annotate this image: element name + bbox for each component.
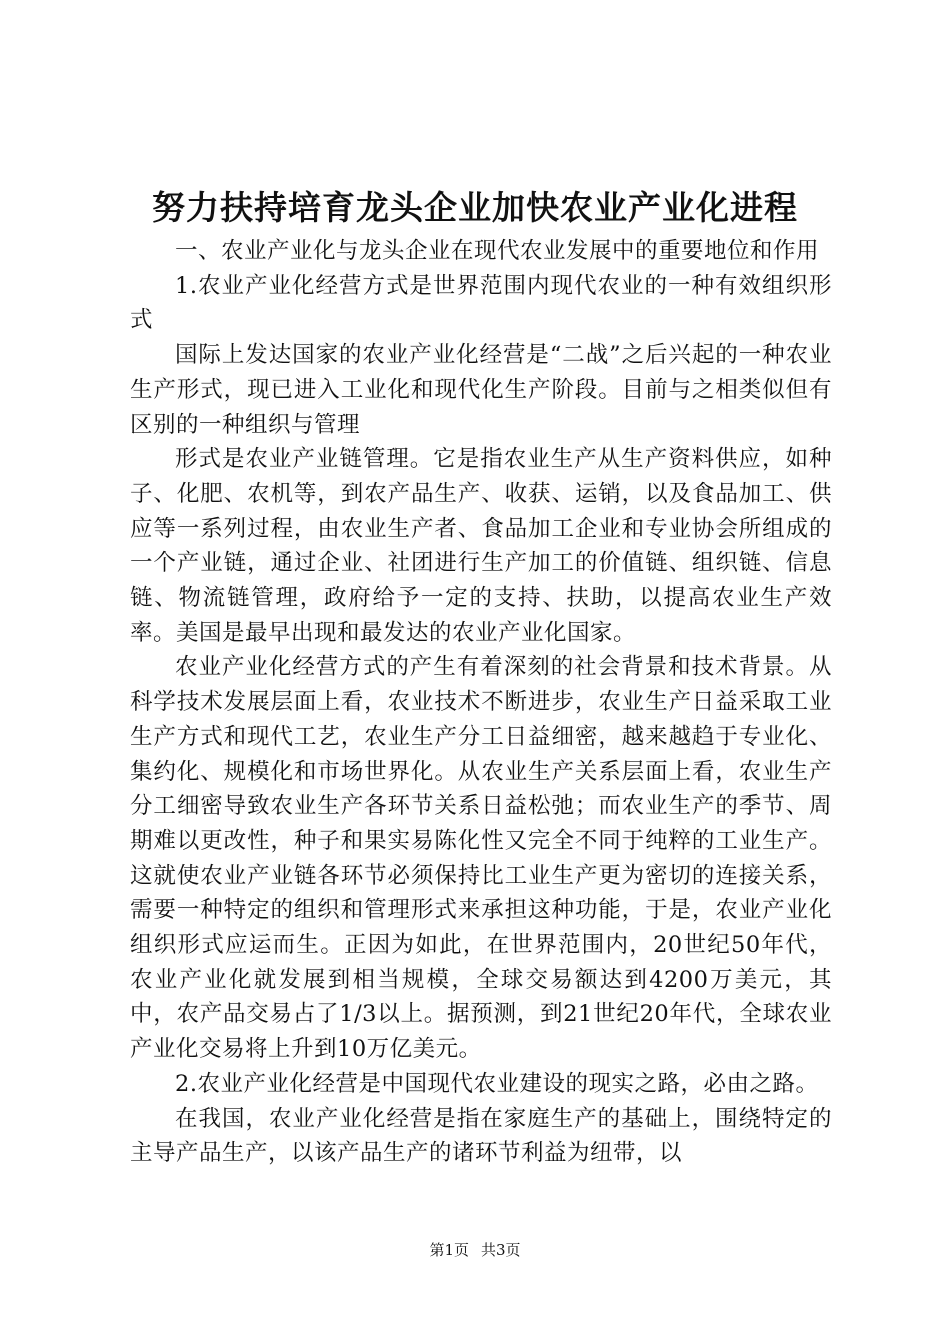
page-total: 共3页 bbox=[481, 1241, 521, 1259]
subsection-heading: 2.农业产业化经营是中国现代农业建设的现实之路，必由之路。 bbox=[175, 1070, 819, 1097]
section-heading: 一、农业产业化与龙头企业在现代农业发展中的重要地位和作用 bbox=[175, 238, 820, 264]
subsection-heading: 1.农业产业化经营方式是世界范围内现代农业的一种有效组织形式 bbox=[130, 272, 832, 334]
document-title: 努力扶持培育龙头企业加快农业产业化进程 bbox=[152, 188, 798, 227]
page-number: 第1页 bbox=[429, 1241, 469, 1259]
document-body bbox=[130, 234, 832, 1171]
body-paragraph: 农业产业化经营方式的产生有着深刻的社会背景和技术背景。从科学技术发展层面上看，农业技术不断进步，农业生产日益采取工业生产方式和现代工艺，农业生产分工日益细密，越来越趋于专业化、集约化、规模化和市场世界化。从农业生产关系层面上看，农业生产分工细密导致农业生产各环节关系日益松弛；而农业生产的季节、周期难以更改性，种子和果实易陈化性又完全不同于纯粹的工业生产。这就使农业产业链各环节必须保持比工业生产更为密切的连接关系，需要一种特定的组织和管理形式来承担这种功能，于是，农业产业化组织形式应运而生。正因为如此，在世界范围内，20世纪50年代，农业产业化就发展到相当规模，全球交易额达到4200万美元，其中，农产品交易占了1/3以上。据预测，到21世纪20年代，全球农业产业化交易将上升到10万亿美元。 bbox=[130, 654, 832, 1063]
body-paragraph: 在我国，农业产业化经营是指在家庭生产的基础上，围绕特定的主导产品生产，以该产品生产的诸环节利益为纽带，以 bbox=[130, 1105, 832, 1167]
body-paragraph: 国际上发达国家的农业产业化经营是“二战”之后兴起的一种农业生产形式，现已进入工业化和现代化生产阶段。目前与之相类似但有区别的一种组织与管理 bbox=[130, 342, 832, 438]
body-paragraph: 形式是农业产业链管理。它是指农业生产从生产资料供应，如种子、化肥、农机等，到农产品生产、收获、运销，以及食品加工、供应等一系列过程，由农业生产者、食品加工企业和专业协会所组成的一个产业链，通过企业、社团进行生产加工的价值链、组织链、信息链、物流链管理，政府给予一定的支持、扶助，以提高农业生产效率。美国是最早出现和最发达的农业产业化国家。 bbox=[130, 446, 832, 646]
page-footer bbox=[0, 1240, 950, 1260]
